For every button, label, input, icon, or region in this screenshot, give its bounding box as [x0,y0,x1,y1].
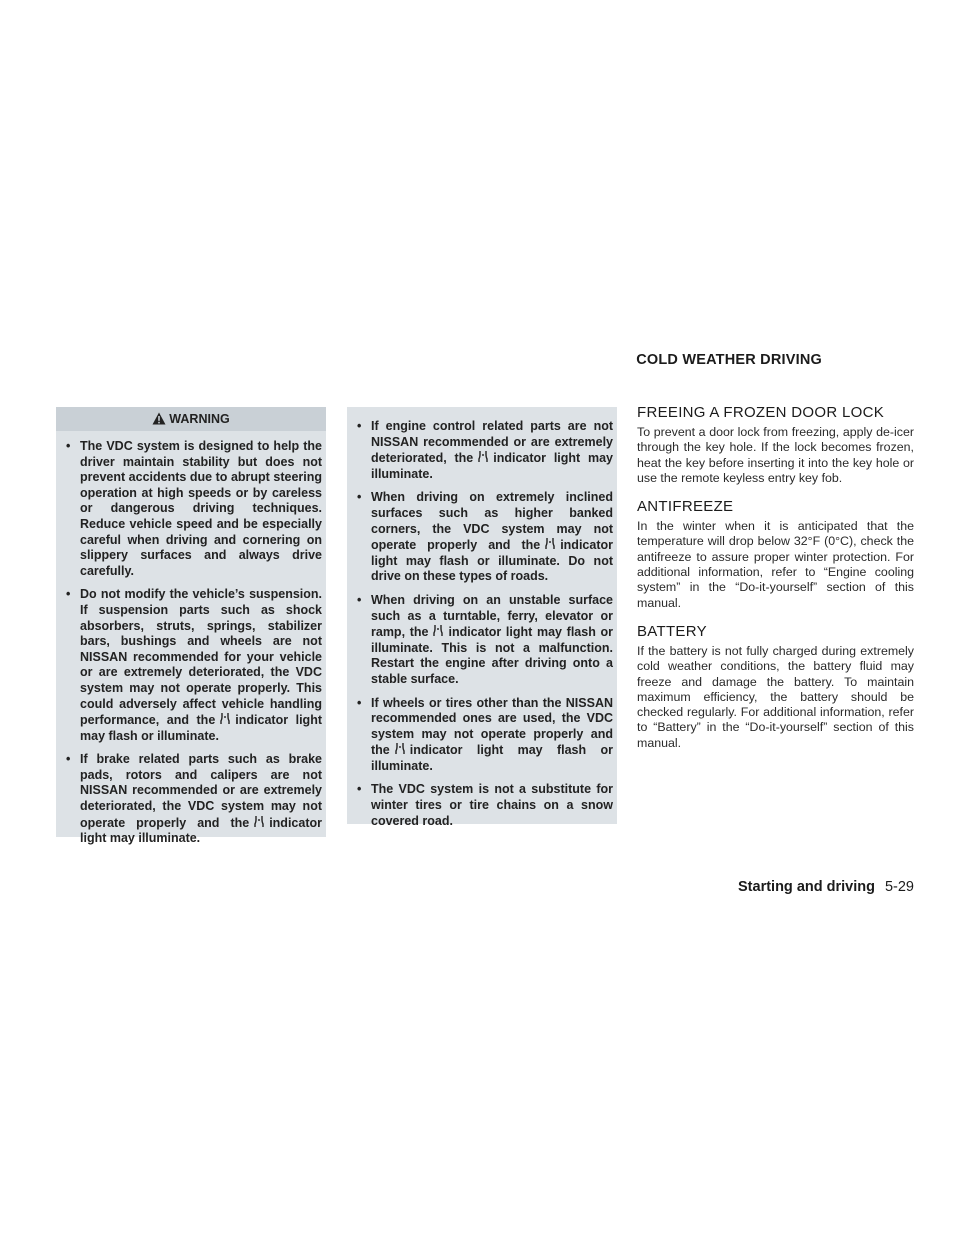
warning-list-left [56,431,326,847]
warning-text: When driving on an unstable surface such as a turntable, ferry, elevator or ramp, the [371,592,613,640]
article-heading: FREEING A FROZEN DOOR LOCK [637,404,885,421]
article-body: To prevent a door lock from freezing, apply de-icer through the key hole. If the lock becomes frozen, heat the key before inserting it into the key hole or use the remote keyless entry key fob. [637,425,914,485]
article-body: In the winter when it is anticipated that the temperature will drop below 32°F (0°C), check the antifreeze to assure proper winter protection. For additional information, refer to “Engine cooling system” in the “Do-it-yourself” section of this manual. [637,519,914,610]
warning-item [66,439,322,579]
warning-header [56,407,326,431]
warning-item [357,696,613,775]
vdc-off-indicator-icon [390,742,410,759]
warning-text: If engine control related parts are not NISSAN recommended or are extremely deteriorated, the [371,419,613,466]
warning-text: indicator light may flash or illuminate. This is not a malfunction. Restart the engine after driving onto a stable surface. [371,625,614,686]
vdc-off-indicator-icon [249,815,269,832]
article-column [637,404,914,763]
section-title: COLD WEATHER DRIVING [636,352,822,368]
warning-text: indicator light may flash or illuminate. [80,713,322,743]
warning-text: Do not modify the vehicle’s suspension. If suspension parts such as shock absorbers, struts, springs, stabilizer bars, bushings and wheels are not NISSAN recommended for your vehicle or are extremely deteriorated, the VDC system may not operate properly. This could adversely affect vehicle handling performance, and the [80,587,322,728]
footer-section-name: Starting and driving [738,879,875,895]
vdc-off-indicator-icon [428,624,448,641]
warning-text: indicator light may illuminate. [80,815,322,846]
warning-box-right [347,407,617,828]
page-number: 5-29 [884,879,914,895]
warning-item [357,593,613,688]
vdc-off-indicator-icon [540,537,560,554]
warning-item [357,782,613,829]
warning-text: The VDC system is not a substitute for winter tires or tire chains on a snow covered road. [371,782,613,828]
warning-item [357,419,613,482]
vdc-off-indicator-icon [473,450,493,467]
warning-header-label: WARNING [169,412,230,426]
page-footer [738,879,914,895]
warning-list-right [347,411,617,829]
warning-text: When driving on extremely inclined surfaces such as higher banked corners, the VDC system may not operate properly and the [371,490,613,553]
vdc-off-indicator-icon [215,712,235,729]
warning-text: indicator light may illuminate. [371,451,613,481]
warning-text: The VDC system is designed to help the driver maintain stability but does not prevent accidents due to abrupt steering operation at high speeds or by careless or dangerous driving techniques. Reduce vehicle speed and be especially careful when driving and cornering on slippery surfaces and always drive carefully. [80,439,322,578]
warning-item [66,752,322,847]
warning-text: indicator light may flash or illuminate. [371,743,613,773]
warning-box-left [56,407,326,846]
article-heading: ANTIFREEZE [637,498,734,516]
warning-text: indicator light may flash or illuminate. Do not drive on these types of roads. [371,538,613,584]
article-body: If the battery is not fully charged during extremely cold weather conditions, the battery fluid may freeze and damage the battery. To maintain maximum efficiency, the battery should be checked regularly. For additional information, refer to “Battery” in the “Do-it-yourself” section of this manual. [637,643,914,750]
article-heading: BATTERY [637,622,707,640]
warning-item [66,587,322,744]
warning-triangle-icon [152,409,166,433]
warning-text: If brake related parts such as brake pads, rotors and calipers are not NISSAN recommended or are extremely deteriorated, the VDC system may not operate properly and the [80,752,322,830]
warning-text: If wheels or tires other than the NISSAN recommended ones are used, the VDC system may not operate properly and the [371,695,613,758]
warning-item [357,490,613,585]
